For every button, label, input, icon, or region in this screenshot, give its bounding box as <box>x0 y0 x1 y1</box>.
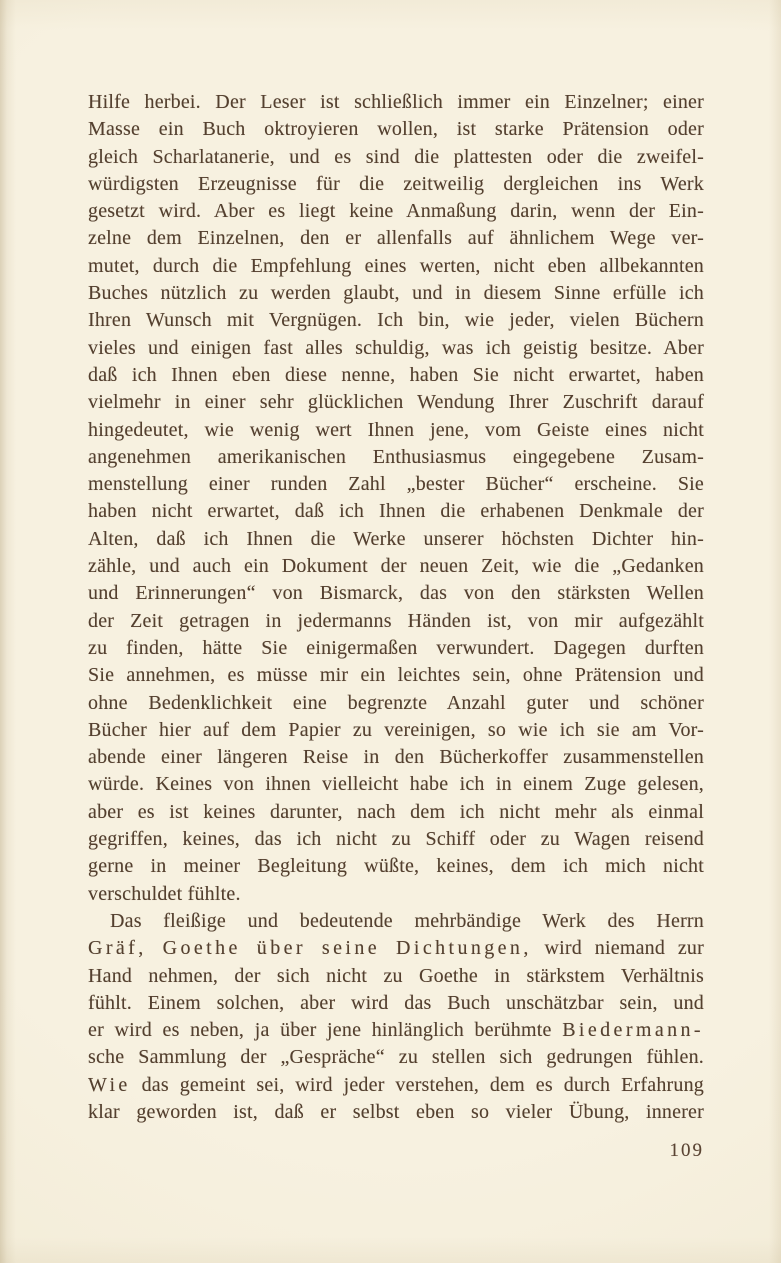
text-line <box>88 635 704 662</box>
text-run: Das fleißige und bedeutende mehrbändige Werk des Herrn <box>110 909 704 932</box>
text-run: verschuldet fühlte. <box>88 882 241 905</box>
text-line <box>88 771 704 798</box>
text-run: Hand nehmen, der sich nicht zu Goethe in stärkstem Verhältnis <box>88 964 704 987</box>
text-line <box>88 171 704 198</box>
text-line <box>88 608 704 635</box>
text-run: vielmehr in einer sehr glücklichen Wendung Ihrer Zuschrift darauf <box>88 391 704 414</box>
text-run: Alten, daß ich Ihnen die Werke unserer höchsten Dichter hin- <box>88 527 704 550</box>
text-run: er wird es neben, ja über jene hinlänglich berühmte <box>88 1019 563 1042</box>
text-line <box>88 963 704 990</box>
text-line <box>88 881 704 908</box>
text-run: Buches nützlich zu werden glaubt, und in diesem Sinne erfülle ich <box>88 282 704 305</box>
text-run: Sie annehmen, es müsse mir ein leichtes sein, ohne Prätension und <box>88 664 704 687</box>
text-run: klar geworden ist, daß er selbst eben so vieler Übung, innerer <box>88 1100 704 1123</box>
letterspaced-emphasis: Biedermann- <box>562 1019 704 1042</box>
text-line <box>88 335 704 362</box>
text-line <box>88 116 704 143</box>
text-run: vieles und einigen fast alles schuldig, was ich geistig besitze. Aber <box>88 336 704 359</box>
text-line <box>88 553 704 580</box>
text-line <box>88 225 704 252</box>
letterspaced-emphasis: Gräf, Goethe über seine Dichtungen, <box>88 937 532 960</box>
text-block <box>88 89 704 1126</box>
text-run: fühlt. Einem solchen, aber wird das Buch unschätzbar sein, und <box>88 991 704 1014</box>
text-line <box>88 744 704 771</box>
text-line <box>88 1044 704 1071</box>
letterspaced-emphasis: Wie <box>88 1073 131 1096</box>
text-line <box>88 417 704 444</box>
text-run: zu finden, hätte Sie einigermaßen verwundert. Dagegen durften <box>88 636 704 659</box>
text-run: Ihren Wunsch mit Vergnügen. Ich bin, wie jeder, vielen Büchern <box>88 309 704 332</box>
text-line <box>88 580 704 607</box>
text-line <box>88 198 704 225</box>
text-line <box>88 253 704 280</box>
text-line <box>88 89 704 116</box>
text-run: hingedeutet, wie wenig wert Ihnen jene, vom Geiste eines nicht <box>88 418 704 441</box>
text-line <box>88 362 704 389</box>
text-line <box>88 389 704 416</box>
text-line <box>88 498 704 525</box>
text-line <box>88 1017 704 1044</box>
page-number: 109 <box>669 1140 704 1161</box>
text-run: haben nicht erwartet, daß ich Ihnen die erhabenen Denkmale der <box>88 500 704 523</box>
text-run: würde. Keines von ihnen vielleicht habe ich in einem Zuge gelesen, <box>88 773 704 796</box>
text-run: und Erinnerungen“ von Bismarck, das von den stärksten Wellen <box>88 582 704 605</box>
text-run: das gemeint sei, wird jeder verstehen, dem es durch Erfahrung <box>130 1073 704 1096</box>
text-line <box>88 662 704 689</box>
text-run: gesetzt wird. Aber es liegt keine Anmaßung darin, wenn der Ein- <box>88 200 704 223</box>
text-line <box>88 853 704 880</box>
text-run: menstellung einer runden Zahl „bester Bücher“ erscheine. Sie <box>88 473 704 496</box>
text-line <box>88 144 704 171</box>
text-line <box>88 444 704 471</box>
text-run: wird niemand zur <box>531 937 704 960</box>
text-run: der Zeit getragen in jedermanns Händen ist, von mir aufgezählt <box>88 609 704 632</box>
text-line <box>88 526 704 553</box>
text-run: würdigsten Erzeugnisse für die zeitweilig dergleichen ins Werk <box>88 172 704 195</box>
text-run: angenehmen amerikanischen Enthusiasmus eingegebene Zusam- <box>88 445 704 468</box>
text-run: zelne dem Einzelnen, den er allenfalls auf ähnlichem Wege ver- <box>88 227 704 250</box>
text-run: ohne Bedenklichkeit eine begrenzte Anzahl guter und schöner <box>88 691 704 714</box>
text-line <box>88 826 704 853</box>
text-line <box>88 471 704 498</box>
text-line <box>88 799 704 826</box>
text-line <box>88 908 704 935</box>
text-line <box>88 307 704 334</box>
text-run: gerne in meiner Begleitung wüßte, keines, dem ich mich nicht <box>88 855 704 878</box>
text-run: gegriffen, keines, das ich nicht zu Schiff oder zu Wagen reisend <box>88 828 704 851</box>
text-line <box>88 690 704 717</box>
text-run: zähle, und auch ein Dokument der neuen Zeit, wie die „Gedanken <box>88 555 704 578</box>
text-run: Bücher hier auf dem Papier zu vereinigen, so wie ich sie am Vor- <box>88 718 704 741</box>
text-line <box>88 717 704 744</box>
text-run: gleich Scharlatanerie, und es sind die plattesten oder die zweifel- <box>88 145 704 168</box>
text-line <box>88 990 704 1017</box>
text-line <box>88 935 704 962</box>
text-run: mutet, durch die Empfehlung eines werten, nicht eben allbekannten <box>88 254 704 277</box>
text-run: abende einer längeren Reise in den Bücherkoffer zusammenstellen <box>88 746 704 769</box>
text-run: daß ich Ihnen eben diese nenne, haben Sie nicht erwartet, haben <box>88 363 704 386</box>
text-line <box>88 1072 704 1099</box>
text-line <box>88 280 704 307</box>
text-run: Hilfe herbei. Der Leser ist schließlich immer ein Einzelner; einer <box>88 91 704 113</box>
text-line <box>88 1099 704 1126</box>
text-run: sche Sammlung der „Gespräche“ zu stellen sich gedrungen fühlen. <box>88 1046 704 1069</box>
text-run: Masse ein Buch oktroyieren wollen, ist starke Prätension oder <box>88 118 704 141</box>
text-run: aber es ist keines darunter, nach dem ich nicht mehr als einmal <box>88 800 704 823</box>
